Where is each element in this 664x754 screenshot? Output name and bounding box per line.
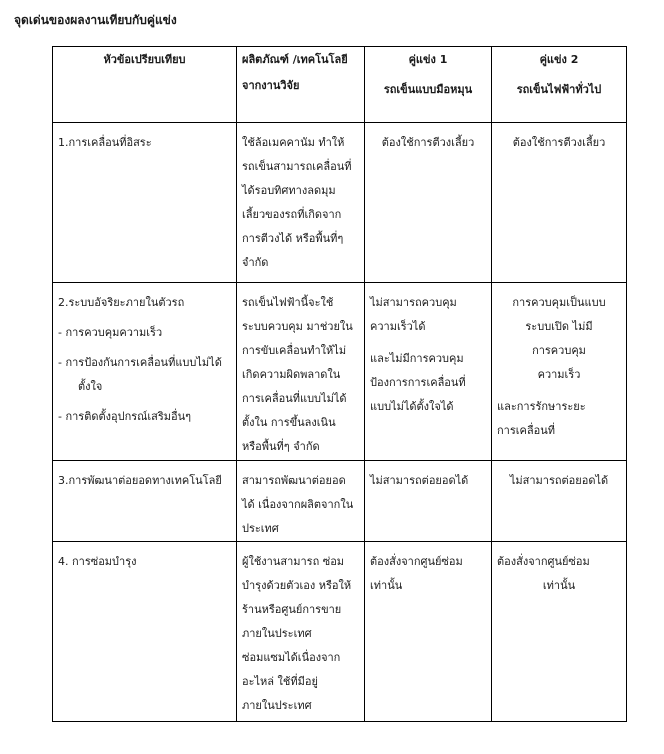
- product-text: การเคลื่อนที่แบบไม่ได้: [242, 392, 347, 405]
- product-text: ซ่อมแซมได้เนื่องจาก: [242, 651, 341, 664]
- product-text: สามารถพัฒนาต่อยอด: [242, 474, 346, 487]
- header-criteria-label: หัวข้อเปรียบเทียบ: [103, 53, 186, 66]
- criteria-subitem: - การป้องกันการเคลื่อนที่แบบไม่ได้: [58, 356, 222, 369]
- table-row: [53, 461, 627, 542]
- product-cell: [237, 461, 365, 542]
- product-cell: [237, 542, 365, 722]
- competitor-1-text: เท่านั้น: [370, 579, 403, 592]
- competitor-1-text: ต้องสั่งจากศูนย์ซ่อม: [370, 555, 463, 568]
- product-text: ได้รอบทิศทางลดมุม: [242, 184, 336, 197]
- criteria-cell: [53, 461, 237, 542]
- header-competitor-2: [492, 47, 627, 123]
- header-criteria: [53, 47, 237, 123]
- product-text: รถเข็นไฟฟ้านี้จะใช้: [242, 296, 334, 309]
- criteria-text: 2.ระบบอัจริยะภายในตัวรถ: [58, 296, 185, 309]
- competitor-2-cell: [492, 283, 627, 461]
- product-text: การตีวงได้ หรือพื้นที่ๆ: [242, 232, 344, 245]
- competitor-2-text: ความเร็ว: [537, 368, 581, 381]
- competitor-1-cell: [365, 283, 492, 461]
- competitor-1-text: ความเร็วได้: [370, 320, 426, 333]
- criteria-text: 4. การซ่อมบำรุง: [58, 555, 137, 568]
- product-text: การขับเคลื่อนทำให้ไม่: [242, 344, 347, 357]
- product-text: อะไหล่ ใช้ที่มีอยู่: [242, 675, 318, 688]
- competitor-2-cell: [492, 461, 627, 542]
- competitor-2-text: ระบบเปิด ไม่มี: [525, 320, 593, 333]
- criteria-cell: [53, 123, 237, 283]
- competitor-1-cell: [365, 461, 492, 542]
- competitor-2-cell: [492, 542, 627, 722]
- header-competitor-1-line: รถเข็นแบบมือหมุน: [383, 83, 473, 96]
- competitor-1-text: ต้องใช้การตีวงเลี้ยว: [381, 136, 475, 149]
- product-text: ภายในประเทศ: [242, 699, 312, 712]
- criteria-subitem: ตั้งใจ: [78, 380, 103, 393]
- product-text: บำรุงด้วยตัวเอง หรือให้: [242, 579, 352, 592]
- product-text: ร้านหรือศูนย์การขาย: [242, 603, 342, 616]
- competitor-1-text: ไม่สามารถควบคุม: [370, 296, 457, 309]
- product-text: ผู้ใช้งานสามารถ ซ่อม: [242, 555, 345, 568]
- product-text: ประเทศ: [242, 522, 279, 535]
- table-header-row: [53, 47, 627, 123]
- header-competitor-1: [365, 47, 492, 123]
- criteria-subitem: - การติดตั้งอุปกรณ์เสริมอื่นๆ: [58, 410, 192, 423]
- product-text: หรือพื้นที่ๆ จำกัด: [242, 440, 320, 453]
- table-row: [53, 542, 627, 722]
- competitor-1-text: ป้องการการเคลื่อนที่: [370, 376, 466, 389]
- criteria-subitem: - การควบคุมความเร็ว: [58, 326, 163, 339]
- header-product: [237, 47, 365, 123]
- product-text: ได้ เนื่องจากผลิตจากใน: [242, 498, 354, 511]
- comparison-table: [52, 46, 627, 722]
- product-text: ตั้งใน การขึ้นลงเนิน: [242, 416, 336, 429]
- competitor-2-text: ต้องใช้การตีวงเลี้ยว: [512, 136, 606, 149]
- header-competitor-1-line: คู่แข่ง 1: [408, 53, 448, 66]
- competitor-2-text: และการรักษาระยะ: [497, 400, 586, 413]
- product-text: จำกัด: [242, 256, 269, 269]
- competitor-2-text: การเคลื่อนที่: [497, 424, 555, 437]
- header-product-line: ผลิตภัณฑ์ /เทคโนโลยี: [242, 53, 348, 66]
- competitor-1-text: และไม่มีการควบคุม: [370, 352, 464, 365]
- header-competitor-2-line: คู่แข่ง 2: [539, 53, 579, 66]
- competitor-2-text: เท่านั้น: [542, 579, 576, 592]
- product-cell: [237, 283, 365, 461]
- header-product-line: จากงานวิจัย: [242, 79, 300, 92]
- product-text: ระบบควบคุม มาช่วยใน: [242, 320, 353, 333]
- competitor-1-cell: [365, 542, 492, 722]
- product-text: ใช้ล้อเมคคานัม ทำให้: [242, 136, 345, 149]
- competitor-2-cell: [492, 123, 627, 283]
- product-text: รถเข็นสามารถเคลื่อนที่: [242, 160, 352, 173]
- paragraph-gap: [370, 339, 486, 347]
- competitor-1-text: แบบไม่ได้ตั้งใจได้: [370, 400, 454, 413]
- criteria-text: 3.การพัฒนาต่อยอดทางเทคโนโลยี: [58, 474, 222, 487]
- competitor-2-text: การควบคุมเป็นแบบ: [512, 296, 606, 309]
- competitor-2-text: ต้องสั่งจากศูนย์ซ่อม: [497, 555, 590, 568]
- competitor-2-text: ไม่สามารถต่อยอดได้: [509, 474, 609, 487]
- product-cell: [237, 123, 365, 283]
- product-text: เกิดความผิดพลาดใน: [242, 368, 341, 381]
- competitor-1-text: ไม่สามารถต่อยอดได้: [370, 474, 469, 487]
- competitor-2-text: การควบคุม: [532, 344, 586, 357]
- criteria-cell: [53, 542, 237, 722]
- product-text: เลี้ยวของรถที่เกิดจาก: [242, 208, 342, 221]
- product-text: ภายในประเทศ: [242, 627, 312, 640]
- paragraph-gap: [497, 387, 621, 395]
- document-title: จุดเด่นของผลงานเทียบกับคู่แข่ง: [14, 13, 177, 27]
- table-row: [53, 123, 627, 283]
- table-row: [53, 283, 627, 461]
- header-competitor-2-line: รถเข็นไฟฟ้าทั่วไป: [516, 83, 602, 96]
- competitor-1-cell: [365, 123, 492, 283]
- criteria-cell: [53, 283, 237, 461]
- criteria-text: 1.การเคลื่อนที่อิสระ: [58, 136, 152, 149]
